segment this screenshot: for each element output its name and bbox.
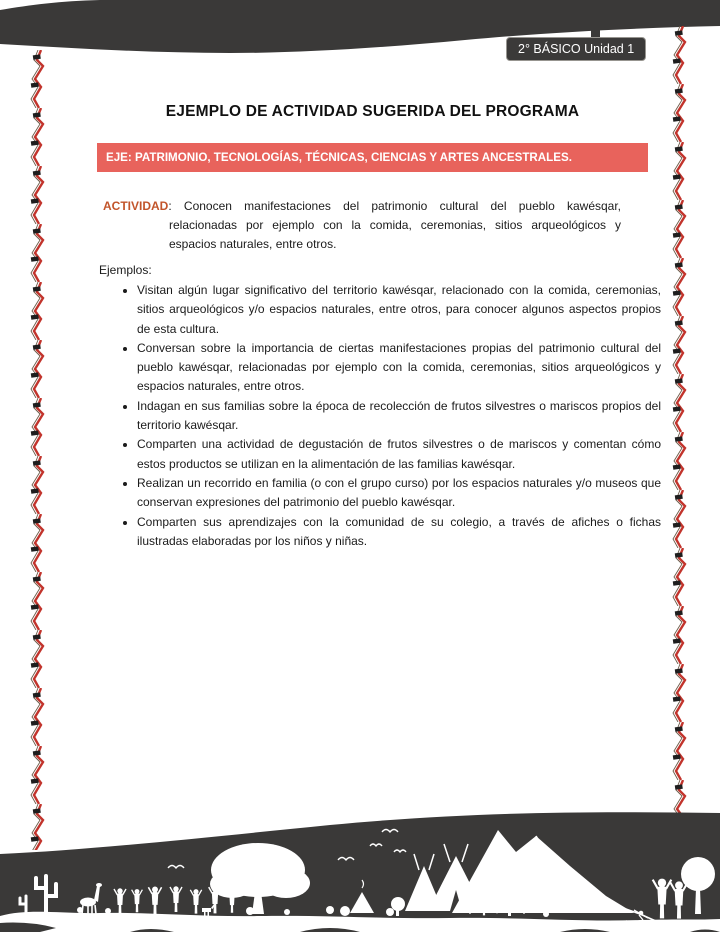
ejemplo-item: • Indagan en sus familias sobre la época de recolección de frutos silvestres o mariscos propios del territorio kawésqar.	[137, 397, 661, 436]
ejemplo-item: • Conversan sobre la importancia de ciertas manifestaciones propias del patrimonio cultural del pueblo kawésqar, relacionadas por ejemplo con la comida, ceremonias, sitios arqueológicos y espacios naturales, entre otros.	[137, 339, 661, 397]
ejemplo-item: • Comparten una actividad de degustación de frutos silvestres o de mariscos y comentan cómo estos productos se utilizan en la alimentación de las familias kawésqar.	[137, 435, 661, 474]
ejemplos-list	[99, 281, 661, 551]
ejemplos-label: Ejemplos:	[99, 263, 152, 277]
eje-banner: EJE: PATRIMONIO, TECNOLOGÍAS, TÉCNICAS, CIENCIAS Y ARTES ANCESTRALES.	[97, 143, 648, 172]
ejemplo-item: • Comparten sus aprendizajes con la comunidad de su colegio, a través de afiches o fichas ilustradas elaboradas por los niños y niñas.	[137, 513, 661, 552]
actividad-colon: :	[168, 199, 184, 213]
page-title: EJEMPLO DE ACTIVIDAD SUGERIDA DEL PROGRAMA	[165, 103, 580, 120]
ejemplo-item: • Realizan un recorrido en familia (o con el grupo curso) por los espacios naturales y/o museos que conservan expresiones del patrimonio del pueblo kawésqar.	[137, 474, 661, 513]
actividad-paragraph	[103, 197, 621, 254]
zigzag-border-left-icon	[24, 50, 54, 850]
zigzag-border-right-icon	[666, 26, 696, 826]
ejemplo-item: • Visitan algún lugar significativo del territorio kawésqar, relacionado con la comida, ceremonias, sitios arqueológicos y/o espacios naturales, entre otros, para conocer algunos aspectos propios de esta cultura.	[137, 281, 661, 339]
actividad-label: ACTIVIDAD	[103, 199, 169, 213]
actividad-text: Conocen manifestaciones del patrimonio cultural del pueblo kawésqar, relacionadas por ejemplo con la comida, ceremonias, sitios arqueológicos y espacios naturales, entre otros.	[169, 199, 622, 251]
footer-landscape-illustration	[0, 810, 720, 932]
unit-badge: 2° BÁSICO Unidad 1	[506, 37, 646, 61]
